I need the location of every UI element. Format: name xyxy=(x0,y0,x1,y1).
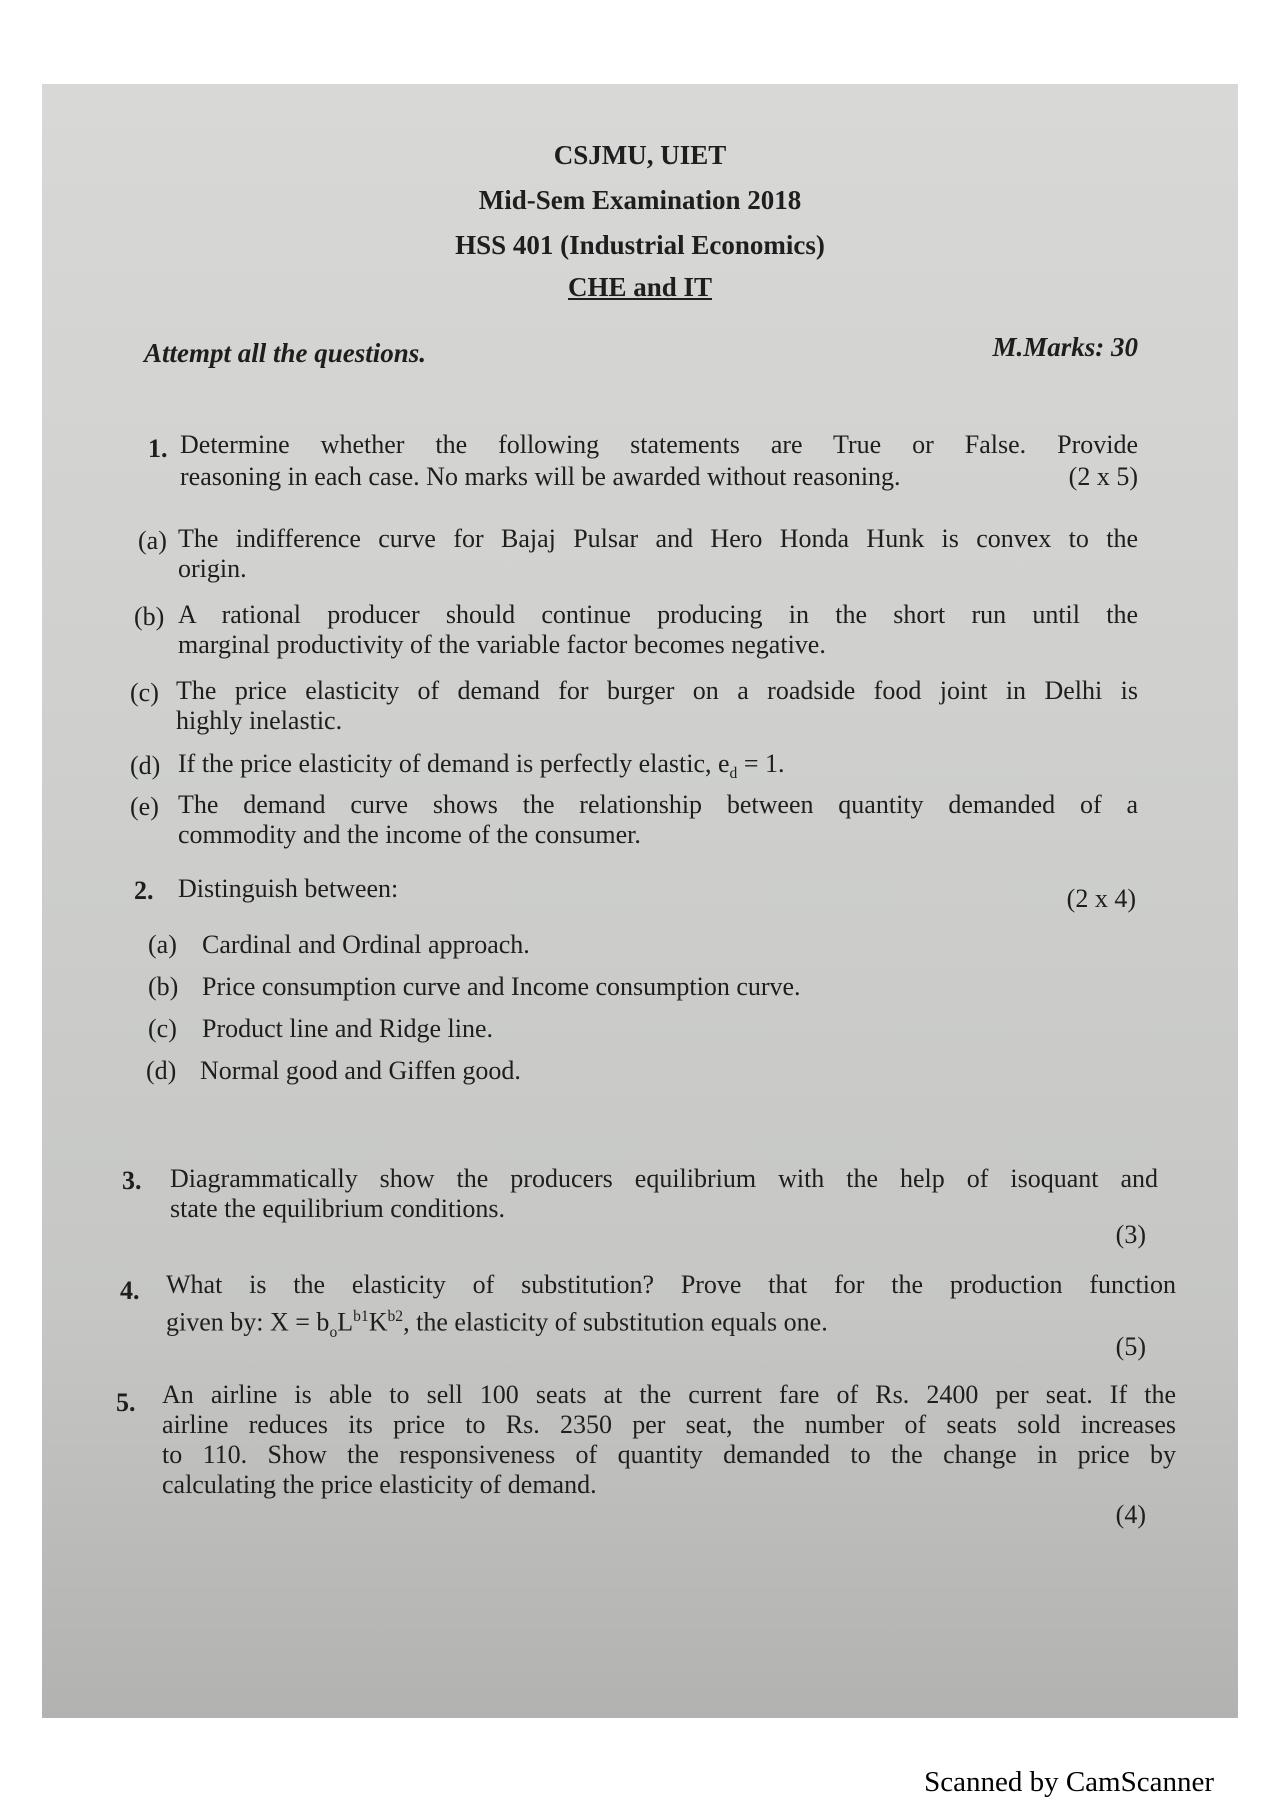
q1c-label: (c) xyxy=(130,678,159,707)
q1a-label: (a) xyxy=(138,526,167,555)
max-marks: M.Marks: 30 xyxy=(992,332,1138,362)
branch-wrapper xyxy=(42,272,1238,303)
q1d-text xyxy=(178,749,785,789)
q4-line2-post: , the elasticity of substitution equals one. xyxy=(403,1307,828,1337)
q4-sup2: b2 xyxy=(387,1308,404,1325)
q2d-text: Normal good and Giffen good. xyxy=(200,1056,521,1085)
q4-number: 4. xyxy=(120,1276,140,1305)
q4-mid1: L xyxy=(337,1307,354,1337)
q4-line2-pre: given by: X = b xyxy=(166,1307,330,1337)
q1d-label: (d) xyxy=(130,751,161,780)
course-title: HSS 401 (Industrial Economics) xyxy=(455,230,825,260)
q5-line1: An airline is able to sell 100 seats at the current fare of Rs. 2400 per seat. If the xyxy=(162,1380,1176,1409)
q2c-label: (c) xyxy=(148,1014,177,1043)
q1a-line1: The indifference curve for Bajaj Pulsar and Hero Honda Hunk is convex to the xyxy=(178,524,1138,553)
q2c-text: Product line and Ridge line. xyxy=(202,1014,494,1043)
q4-line2 xyxy=(166,1302,828,1348)
q1b-line1: A rational producer should continue producing in the short run until the xyxy=(178,600,1138,629)
q1e-line1: The demand curve shows the relationship between quantity demanded of a xyxy=(178,790,1138,819)
q1c-line1: The price elasticity of demand for burger on a roadside food joint in Delhi is xyxy=(176,676,1138,705)
q3-marks: (3) xyxy=(1115,1220,1146,1249)
q4-sub0: o xyxy=(329,1323,338,1341)
q1-number: 1. xyxy=(148,434,168,463)
institute-name: CSJMU, UIET xyxy=(553,140,727,170)
q4-mid2: K xyxy=(368,1307,388,1337)
camscanner-watermark: Scanned by CamScanner xyxy=(924,1766,1214,1798)
q1b-line2: marginal productivity of the variable factor becomes negative. xyxy=(178,630,826,659)
q2-marks: (2 x 4) xyxy=(1066,884,1136,913)
q4-marks: (5) xyxy=(1115,1332,1146,1361)
q2a-label: (a) xyxy=(148,930,177,959)
exam-title: Mid-Sem Examination 2018 xyxy=(478,185,802,215)
q1e-line2: commodity and the income of the consumer. xyxy=(178,820,641,849)
q1a-line2: origin. xyxy=(178,554,247,583)
q2b-text: Price consumption curve and Income consumption curve. xyxy=(202,972,801,1001)
q1-line1: Determine whether the following statements are True or False. Provide xyxy=(180,430,1138,459)
q1c-line2: highly inelastic. xyxy=(176,706,343,735)
q2d-label: (d) xyxy=(146,1056,177,1085)
attempt-instruction: Attempt all the questions. xyxy=(144,338,427,368)
q1-line2: reasoning in each case. No marks will be awarded without reasoning. xyxy=(180,462,901,491)
branch-title: CHE and IT xyxy=(567,272,713,302)
q4-line1: What is the elasticity of substitution? Prove that for the production function xyxy=(166,1270,1176,1299)
exam-paper xyxy=(42,84,1238,1718)
q1b-label: (b) xyxy=(134,602,165,631)
q3-line2: state the equilibrium conditions. xyxy=(170,1194,506,1223)
q1-marks: (2 x 5) xyxy=(1068,462,1138,491)
q2-text: Distinguish between: xyxy=(178,874,399,903)
q5-line3: to 110. Show the responsiveness of quantity demanded to the change in price by xyxy=(162,1440,1176,1469)
q2a-text: Cardinal and Ordinal approach. xyxy=(202,930,530,959)
q3-line1: Diagrammatically show the producers equilibrium with the help of isoquant and xyxy=(170,1164,1158,1193)
q5-line4: calculating the price elasticity of demand. xyxy=(162,1470,597,1499)
q1d-subscript: d xyxy=(729,765,738,783)
q2b-label: (b) xyxy=(148,972,179,1001)
q1e-label: (e) xyxy=(130,792,159,821)
q4-sup1: b1 xyxy=(353,1308,369,1325)
q5-marks: (4) xyxy=(1115,1500,1146,1529)
q1d-tail: = 1. xyxy=(737,749,785,778)
q5-line2: airline reduces its price to Rs. 2350 per seat, the number of seats sold increases xyxy=(162,1410,1176,1439)
q3-number: 3. xyxy=(122,1166,142,1195)
q1d-line1: If the price elasticity of demand is perfectly elastic, e xyxy=(178,749,730,778)
q5-number: 5. xyxy=(116,1388,136,1417)
q2-number: 2. xyxy=(134,876,154,905)
